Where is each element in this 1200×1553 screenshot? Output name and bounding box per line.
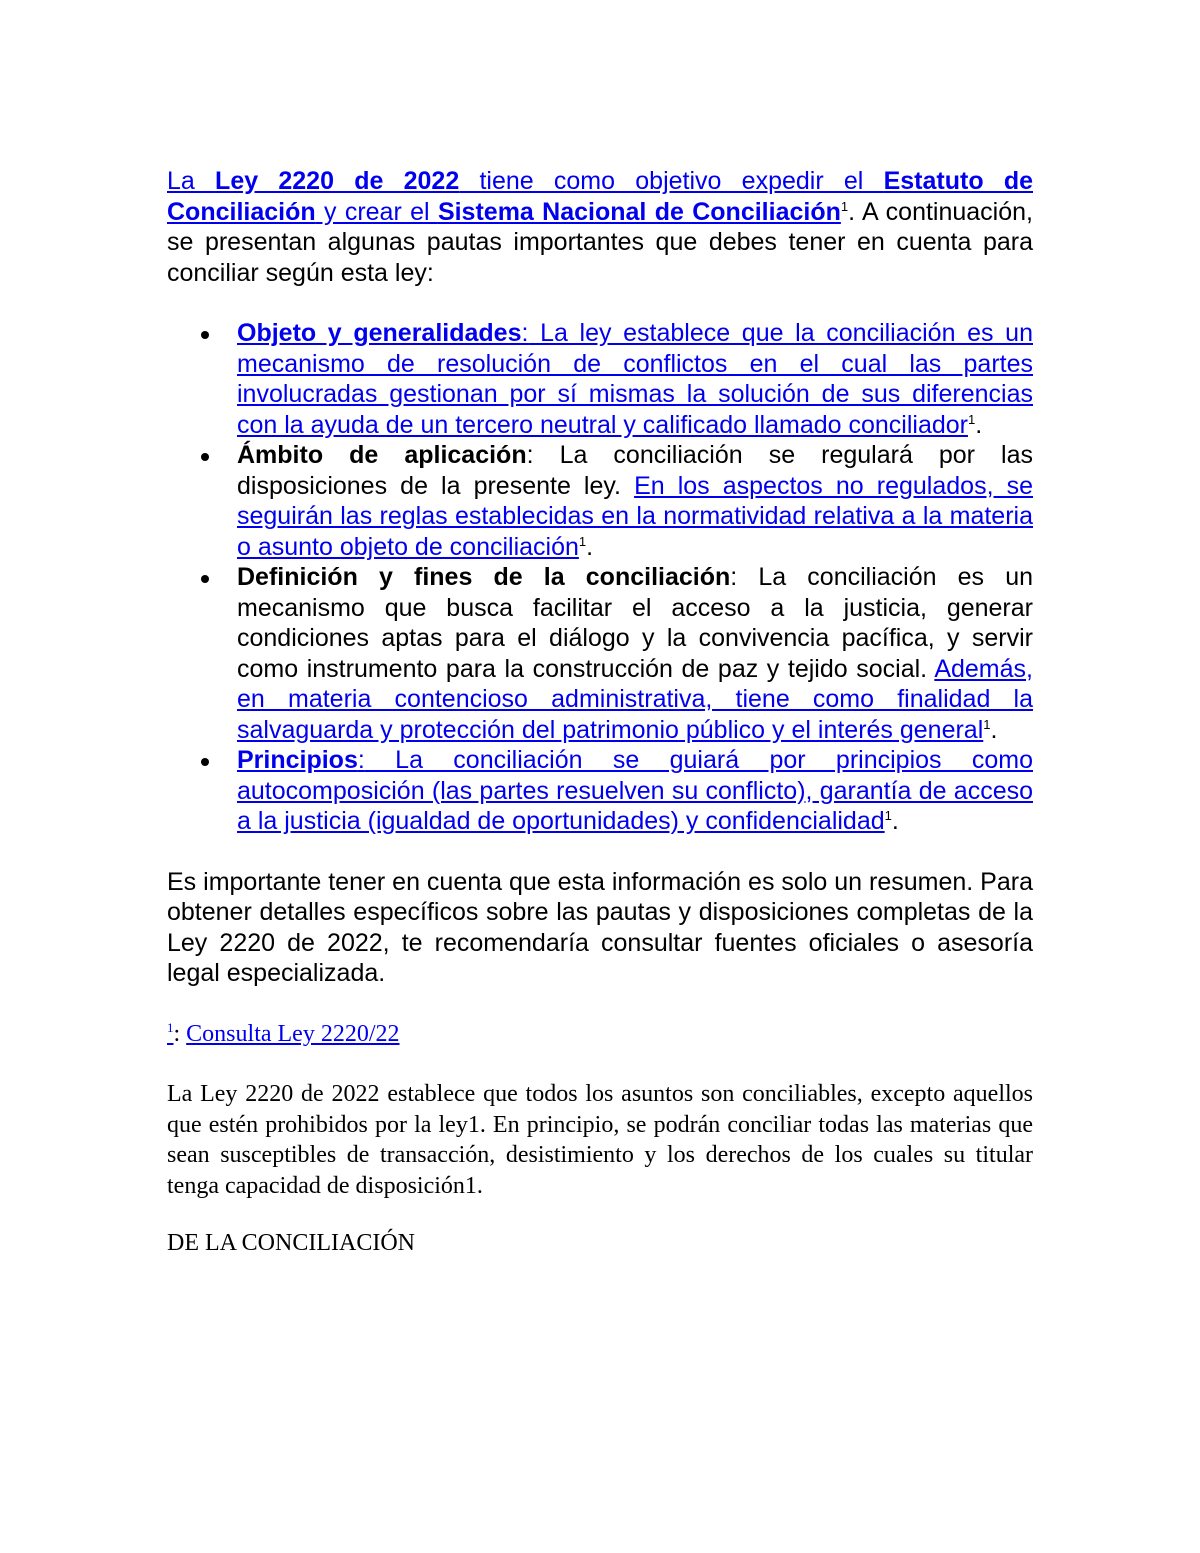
conciliable-paragraph: La Ley 2220 de 2022 establece que todos los asuntos son conciliables, excepto aquellos que estén prohibidos por la ley1. En principio, se podrán conciliar todas las materias que sean susceptibles de transacción, desistimiento y los derechos de los cuales su titular tenga capacidad de disposición1. (167, 1081, 1033, 1199)
bullet-icon (201, 331, 209, 339)
footnote-ref: 1 (578, 533, 587, 549)
consulta-ley-link[interactable]: Consulta Ley 2220/22 (186, 1020, 400, 1047)
footnote: $^1$: Consulta Ley 2220/22 (167, 1019, 400, 1047)
list-item-title: Objeto y generalidades (237, 319, 522, 347)
list-item-title: Principios (237, 746, 358, 774)
ambito-link[interactable]: En los aspectos no regulados, se seguirán las reglas establecidas en la normatividad relativa a la materia o asunto objeto de conciliación (237, 471, 1033, 561)
list-item-objeto: Objeto y generalidades: La ley establece que la conciliación es un mecanismo de resolución de conflictos en el cual las partes involucradas gestionan por sí mismas la solución de sus diferencias con la ayuda de un tercero neutral y calificado llamado conciliador$^1$. (167, 318, 1033, 440)
section-heading: DE LA CONCILIACIÓN (167, 1230, 415, 1256)
definicion-link[interactable]: Además, en materia contencioso administrativa, tiene como finalidad la salvaguarda y protección del patrimonio público y el interés general (237, 654, 1033, 744)
document-page (167, 166, 1033, 1259)
bullet-icon (201, 453, 209, 461)
bullet-icon (201, 758, 209, 766)
footnote-ref: 1 (884, 808, 892, 823)
system-name: Sistema Nacional de Conciliación (437, 197, 841, 226)
list-item-title: Ámbito de aplicación (237, 441, 527, 469)
law-name: Ley 2220 de 2022 (215, 167, 460, 195)
guidelines-list (167, 318, 1033, 837)
intro-link[interactable]: La Ley 2220 de 2022 tiene como objetivo expedir el Estatuto de Conciliación y crear el Sistema Nacional de Conciliación (167, 167, 1033, 226)
list-item-definicion: Definición y fines de la conciliación: La conciliación es un mecanismo que busca facilitar el acceso a la justicia, generar condiciones aptas para el diálogo y la convivencia pacífica, y servir como instrumento para la construcción de paz y tejido social. Además, en materia contencioso administrativa, tiene como finalidad la salvaguarda y protección del patrimonio público y el interés general$^1$. (167, 562, 1033, 745)
intro-paragraph: La Ley 2220 de 2022 tiene como objetivo expedir el Estatuto de Conciliación y crear el Sistema Nacional de Conciliación$^1$. A continuación, se presentan algunas pautas importantes que debes tener en cuenta para conciliar según esta ley: (167, 167, 1033, 287)
footnote-ref: 1 (983, 716, 991, 732)
list-item-principios: Principios: La conciliación se guiará por principios como autocomposición (las partes resuelven su conflicto), garantía de acceso a la justicia (igualdad de oportunidades) y confidencialidad$^1$. (167, 745, 1033, 837)
footnote-number-link[interactable]: 1 (167, 1019, 174, 1035)
objeto-link[interactable]: Objeto y generalidades: La ley establece que la conciliación es un mecanismo de resolución de conflictos en el cual las partes involucradas gestionan por sí mismas la solución de sus diferencias con la ayuda de un tercero neutral y calificado llamado conciliador (237, 319, 1033, 439)
principios-link[interactable]: Principios: La conciliación se guiará por principios como autocomposición (las partes resuelven su conflicto), garantía de acceso a la justicia (igualdad de oportunidades) y confidencialidad (237, 746, 1033, 835)
summary-paragraph: Es importante tener en cuenta que esta información es solo un resumen. Para obtener detalles específicos sobre las pautas y disposiciones completas de la Ley 2220 de 2022, te recomendaría consultar fuentes oficiales o asesoría legal especializada. (167, 867, 1033, 987)
list-item-title: Definición y fines de la conciliación (237, 563, 731, 591)
footnote-ref: 1 (967, 411, 976, 427)
list-item-ambito: Ámbito de aplicación: La conciliación se regulará por las disposiciones de la presente ley. En los aspectos no regulados, se seguirán las reglas establecidas en la normatividad relativa a la materia o asunto objeto de conciliación$^1$. (167, 440, 1033, 562)
footnote-ref: 1 (840, 198, 849, 214)
statute-name: Estatuto de Conciliación (167, 167, 1033, 226)
bullet-icon (201, 575, 209, 583)
